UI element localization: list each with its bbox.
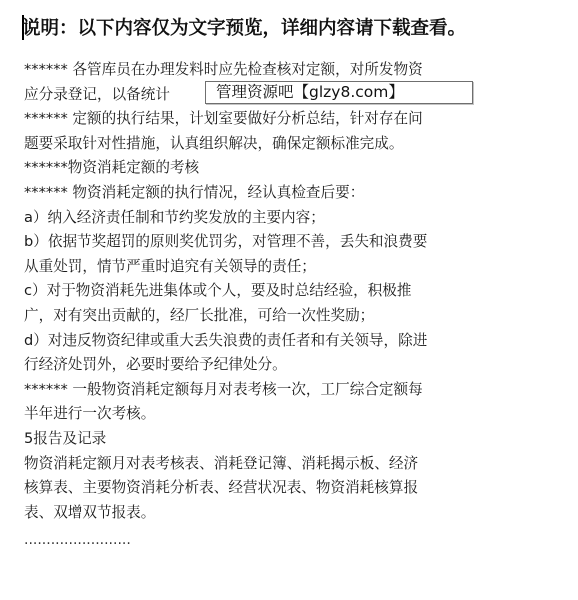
body-line: ****** 一般物资消耗定额每月对表考核一次，工厂综合定额每 — [24, 380, 423, 398]
body-line: ****** 各管库员在办理发料时应先检查核对定额，对所发物资 — [24, 61, 423, 78]
list-item-continuation: 从重处罚，情节严重时追究有关领导的责任； — [24, 257, 316, 275]
section-heading: 5报告及记录 — [24, 429, 107, 447]
list-item: a）纳入经济责任制和节约奖发放的主要内容； — [24, 208, 325, 226]
body-line: 题要采取针对性措施，认真组织解决，确保定额标准完成。 — [24, 134, 404, 152]
list-item: d）对违反物资纪律或重大丢失浪费的责任者和有关领导，除进 — [24, 331, 428, 349]
list-item-continuation: 广，对有突出贡献的，经厂长批准，可给一次性奖励； — [24, 306, 375, 324]
section-heading: ******物资消耗定额的考核 — [24, 159, 200, 177]
body-line: 物资消耗定额月对表考核表、消耗登记簿、消耗揭示板、经济 — [24, 454, 419, 472]
ellipsis-dots: ························ — [24, 536, 131, 552]
body-line: ****** 物资消耗定额的执行情况，经认真检查后要： — [24, 183, 365, 201]
watermark-banner: 管理资源吧【glzy8.com】 — [205, 81, 473, 104]
preview-notice: 说明：以下内容仅为文字预览，详细内容请下载查看。 — [22, 18, 467, 39]
body-line: 半年进行一次考核。 — [24, 405, 156, 423]
body-line: 核算表、主要物资消耗分析表、经营状况表、物资消耗核算报 — [24, 479, 419, 497]
body-line: ****** 定额的执行结果，计划室要做好分析总结，针对存在问 — [24, 110, 423, 128]
body-line: 表、双增双节报表。 — [24, 503, 156, 521]
list-item-continuation: 行经济处罚外，必要时要给予纪律处分。 — [24, 356, 287, 374]
list-item: c）对于物资消耗先进集体或个人，要及时总结经验，积极推 — [24, 282, 412, 300]
body-line: 应分录登记，以备统计 — [24, 85, 170, 103]
document-body — [24, 58, 558, 525]
list-item: b）依据节奖超罚的原则奖优罚劣，对管理不善，丢失和浪费要 — [24, 233, 428, 251]
